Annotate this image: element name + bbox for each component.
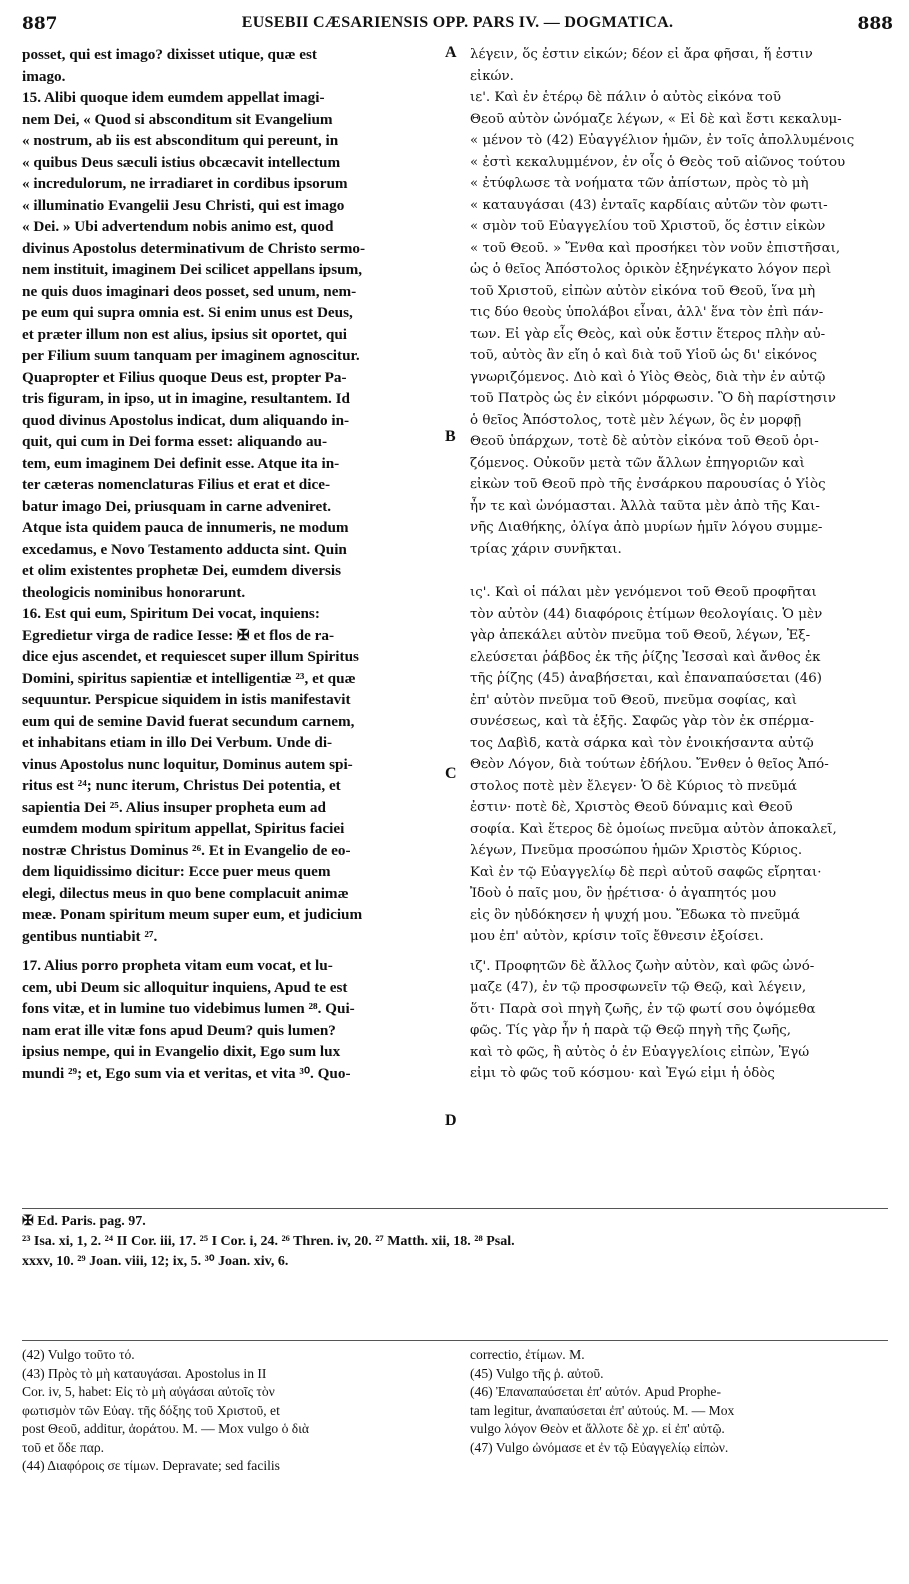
latin-text-line: batur imago Dei, priusquam in carne adveniret. [22, 497, 332, 515]
greek-column [470, 44, 890, 1085]
scripture-references [22, 1212, 892, 1272]
greek-text-line: ιε'. Καὶ ἐν ἑτέρῳ δὲ πάλιν ὁ αὐτὸς εἰκόνα τοῦ [470, 90, 781, 105]
latin-text-line: nostræ Christus Dominus ²⁶. Et in Evangelio de eo- [22, 841, 351, 859]
greek-text-line: καὶ τὸ φῶς, ἢ αὐτὸς ὁ ἐν Εὐαγγελίοις εἰπὼν, Ἐγώ [470, 1044, 810, 1060]
greek-text-line: μαζε (47), ἐν τῷ προσφωνεῖν τῷ Θεῷ, καὶ λέγειν, [470, 980, 807, 995]
greek-text-line: Θεοῦ ὑπάρχων, τοτὲ δὲ αὐτὸν εἰκόνα τοῦ Θεοῦ ὁρι- [470, 434, 819, 449]
latin-text-line: theologicis nominibus honorarunt. [22, 583, 246, 601]
latin-text-line: dice ejus ascendet, et requiescet super illum Spiritus [22, 648, 359, 665]
greek-text-line: « σμὸν τοῦ Εὐαγγελίου τοῦ Χριστοῦ, ὅς ἐστιν εἰκὼν [470, 219, 826, 234]
latin-text-line: sapientia Dei ²⁵. Alius insuper propheta eum ad [22, 798, 326, 816]
greek-text-line: σοφία. Καὶ ἕτερος δὲ ὁμοίως πνεῦμα αὐτὸν ἀποκαλεῖ, [470, 821, 837, 837]
greek-text-line: νῆς Διαθήκης, ὀλίγα ἀπὸ μυρίων ἡμῖν λόγου συμμε- [470, 520, 823, 535]
greek-text-line: εἰκὼν τοῦ Θεοῦ πρὸ τῆς ἐνσάρκου παρουσίας ὁ Υἱὸς [470, 477, 826, 492]
greek-text-line: ἐπ' αὐτὸν πνεῦμα τοῦ Θεοῦ, πνεῦμα σοφίας, καὶ [470, 692, 798, 708]
greek-text-line: εἰς ὃν ηὐδόκησεν ἡ ψυχή μου. Ἔδωκα τὸ πνεῦμά [470, 907, 800, 923]
latin-text-line: ne quis duos imaginari deos posset, sed unum, nem- [22, 282, 357, 300]
greek-text-line: στολος ποτὲ μὲν ἔλεγεν· Ὁ δὲ Κύριος τὸ πνεῦμά [470, 778, 797, 794]
greek-text-line: ελεύσεται ῥάβδος ἐκ τῆς ῥίζης Ἰεσσαὶ καὶ ἄνθος ἐκ [470, 649, 821, 665]
latin-text-line: quit, qui cum in Dei forma esset: aliquando au- [22, 433, 328, 450]
page-header [22, 6, 893, 36]
latin-text-line: nem Dei, « Quod si absconditum sit Evangelium [22, 110, 333, 128]
notes-left-column [22, 1346, 442, 1476]
greek-text-line: Θεὸν Λόγον, διὰ τούτων ἐδήλου. Ἔνθεν ὁ θεῖος Ἀπό- [470, 757, 829, 772]
greek-text-line: συνέσεως, καὶ τὰ ἑξῆς. Σαφῶς γὰρ τὸν ἐκ σπέρμα- [470, 714, 815, 729]
greek-text-line: τὸν αὐτὸν (44) διαφόροις ἐτίμων θεολογίαις. Ὁ μὲν [470, 606, 823, 622]
latin-text-line: Egredietur virga de radice Iesse: ✠ et flos de ra- [22, 626, 335, 644]
latin-text-line: gentibus nuntiabit ²⁷. [22, 927, 158, 945]
note-line: φωτισμὸν τῶν Εὐαγ. τῆς δόξης τοῦ Χριστοῦ, et [22, 1402, 280, 1418]
greek-text-line: ζόμενος. Οὐκοῦν μετὰ τῶν ἄλλων ἐπηγοριῶν καὶ [470, 455, 805, 471]
greek-text-line: ιζ'. Προφητῶν δὲ ἄλλος ζωὴν αὐτὸν, καὶ φῶς ὠνό- [470, 958, 815, 974]
latin-text-line: imago. [22, 67, 66, 85]
left-page-number: 887 [22, 14, 58, 34]
greek-text-line: μου ἐπ' αὐτὸν, κρίσιν τοῖς ἔθνεσιν ἐξοίσει. [470, 929, 764, 944]
latin-text-line: sequuntur. Perspicue siquidem in istis manifestavit [22, 691, 351, 708]
greek-text-line: ις'. Καὶ οἱ πάλαι μὲν γενόμενοι τοῦ Θεοῦ προφῆται [470, 585, 817, 600]
latin-text-line: ipsius nempe, qui in Evangelio dixit, Ego sum lux [22, 1043, 341, 1060]
latin-text-line: nam erat ille vitæ fons apud Deum? quis lumen? [22, 1021, 336, 1039]
latin-text-line: tem, eum imaginem Dei definit esse. Atque ita in- [22, 454, 340, 472]
greek-text-line: γὰρ ἀπεκάλει αὐτὸν πνεῦμα τοῦ Θεοῦ, λέγων, Ἐξ- [470, 628, 811, 643]
note-line: correctio, ἐτίμων. M. [470, 1347, 585, 1362]
greek-text-line: γνωριζόμενος. Διὸ καὶ ὁ Υἱὸς Θεὸς, διὰ τὴν ἐν αὐτῷ [470, 369, 826, 385]
reference-line: xxxv, 10. ²⁹ Joan. viii, 12; ix, 5. ³⁰ Joan. xiv, 6. [22, 1254, 289, 1269]
greek-text-line: τοῦ Χριστοῦ, εἰπὼν αὐτὸν εἰκόνα τοῦ Θεοῦ, ἵνα μὴ [470, 283, 816, 299]
greek-text-line: ὅτι· Παρὰ σοὶ πηγὴ ζωῆς, ἐν τῷ φωτί σου ὀψόμεθα [470, 1001, 816, 1017]
latin-text-line: et inhabitans etiam in illo Dei Verbum. Unde di- [22, 734, 333, 751]
greek-text-line: φῶς. Τίς γὰρ ἦν ἡ παρὰ τῷ Θεῷ πηγὴ τῆς ζωῆς, [470, 1023, 792, 1038]
greek-text-line: τῆς ῥίζης (45) ἀναβήσεται, καὶ ἐπαναπαύσεται (46) [470, 671, 823, 686]
latin-text-line: Domini, spiritus sapientiæ et intelligentiæ ²³, et quæ [22, 669, 356, 687]
latin-text-line: « illuminatio Evangelii Jesu Christi, qui est imago [22, 196, 345, 214]
greek-text-line: εἰμι τὸ φῶς τοῦ κόσμου· καὶ Ἐγώ εἰμι ἡ ὁδὸς [470, 1066, 775, 1081]
note-line: (43) Πρὸς τὸ μὴ καταυγάσαι. Apostolus in II [22, 1365, 267, 1381]
latin-text-line: 17. Alius porro propheta vitam eum vocat, et lu- [22, 957, 333, 974]
note-line: post Θεοῦ, additur, ἀοράτου. M. — Mox vulgo ὁ διὰ [22, 1421, 309, 1436]
latin-text-line: ter cæteras nomenclaturas Filius et erat et dice- [22, 476, 331, 493]
notes-right-column [470, 1346, 890, 1457]
margin-marker-c: C [445, 765, 457, 782]
greek-text-line: τρίας χάριν συνῆκται. [470, 541, 622, 557]
greek-text-line: των. Εἰ γὰρ εἷς Θεὸς, καὶ οὐκ ἔστιν ἕτερος πλὴν αὐ- [470, 326, 826, 342]
greek-text-line: Ἰδοὺ ὁ παῖς μου, ὃν ᾑρέτισα· ὁ ἀγαπητός μου [470, 886, 777, 901]
greek-text-line: ἦν τε καὶ ὠνόμασται. Ἀλλὰ ταῦτα μὲν ἀπὸ τῆς Και- [470, 498, 820, 514]
latin-text-line: « Dei. » Ubi advertendum nobis animo est, quod [22, 218, 334, 235]
note-line: tam legitur, ἀναπαύσεται ἐπ' αὐτούς. M. — Mox [470, 1402, 735, 1418]
footnote-rule [22, 1208, 888, 1209]
latin-text-line: pe eum qui supra omnia est. Si enim unus est Deus, [22, 304, 353, 321]
note-line: (44) Διαφόροις σε τίμων. Depravate; sed facilis [22, 1458, 280, 1473]
notes-rule [22, 1340, 888, 1341]
greek-text-line: τοῦ, αὐτὸς ἂν εἴη ὁ καὶ διὰ τοῦ Υἱοῦ ὡς δι' εἰκόνος [470, 348, 817, 363]
latin-text-line: fons vitæ, et in lumine tuo videbimus lumen ²⁸. Qui- [22, 1000, 355, 1017]
greek-text-line: ὁ θεῖος Ἀπόστολος, τοτὲ μὲν λέγων, ὃς ἐν μορφῇ [470, 412, 802, 428]
latin-text-line: tris figuram, in ipso, ut in imagine, resultantem. Id [22, 390, 350, 407]
latin-text-line: vinus Apostolus nunc loquitur, Dominus autem spi- [22, 755, 353, 773]
greek-text-line: « ἐτύφλωσε τὰ νοήματα τῶν ἀπίστων, πρὸς τὸ μὴ [470, 176, 809, 191]
note-line: vulgo λόγον Θεὸν et ἄλλοτε δὲ χρ. εἰ ἐπ' αὐτῷ. [470, 1421, 725, 1436]
latin-text-line: posset, qui est imago? dixisset utique, quæ est [22, 46, 317, 63]
latin-column [22, 44, 442, 1084]
latin-text-line: Atque ista quidem pauca de innumeris, ne modum [22, 519, 349, 536]
latin-text-line: 15. Alibi quoque idem eumdem appellat imagi- [22, 89, 325, 106]
greek-text-line: « μένον τὸ (42) Εὐαγγέλιον ἡμῶν, ἐν τοῖς ἀπολλυμένοις [470, 133, 855, 148]
note-line: (47) Vulgo ὠνόμασε et ἐν τῷ Εὐαγγελίῳ εἰπὼν. [470, 1439, 729, 1455]
greek-text-line: ἐστιν· ποτὲ δὲ, Χριστὸς Θεοῦ δύναμις καὶ Θεοῦ [470, 800, 793, 815]
greek-text-line: « ἐστὶ κεκαλυμμένον, ἐν οἷς ὁ Θεὸς τοῦ αἰῶνος τούτου [470, 154, 846, 170]
greek-text-line: « τοῦ Θεοῦ. » Ἔνθα καὶ προσήκει τὸν νοῦν ἐπιστῆσαι, [470, 240, 841, 256]
margin-marker-d: D [445, 1112, 457, 1129]
margin-marker-b: B [445, 428, 456, 445]
greek-text-line: ὡς ὁ θεῖος Ἀπόστολος ὁρικὸν ἐξηνέγκατο λόγον περὶ [470, 262, 832, 277]
latin-text-line: « quibus Deus sæculi istius obcæcavit intellectum [22, 153, 341, 171]
greek-text-line: Θεοῦ αὐτὸν ὠνόμαζε λέγων, « Εἰ δὲ καὶ ἔστι κεκαλυμ- [470, 111, 842, 127]
running-title: EUSEBII CÆSARIENSIS OPP. PARS IV. — DOGMATICA. [241, 14, 674, 31]
greek-text-line: λέγειν, ὅς ἐστιν εἰκών; δέον εἰ ἄρα φῆσαι, ἥ ἐστιν [470, 47, 813, 62]
greek-text-line: τις δύο θεοὺς ὑπολάβοι εἶναι, ἀλλ' ἕνα τὸν ἐπὶ πάν- [470, 305, 824, 320]
latin-text-line: elegi, dilectus meus in quo bene complacuit animæ [22, 884, 349, 902]
reference-line: ✠ Ed. Paris. pag. 97. [22, 1214, 146, 1229]
latin-text-line: et olim existentes prophetæ Dei, eumdem diversis [22, 562, 342, 579]
latin-text-line: nem instituit, imaginem Dei scilicet appellans ipsum, [22, 261, 363, 278]
latin-text-line: cem, ubi Deum sic alloquitur inquiens, Apud te est [22, 978, 348, 996]
note-line: (46) Ἐπαναπαύσεται ἐπ' αὐτόν. Apud Prophe- [470, 1384, 721, 1399]
latin-text-line: eum qui de semine David fuerat secundum carnem, [22, 712, 355, 730]
note-line: Cor. iv, 5, habet: Εἰς τὸ μὴ αὐγάσαι αὐτοῖς τὸν [22, 1384, 275, 1399]
greek-text-line: « καταυγάσαι (43) ἐνταῖς καρδίαις αὐτῶν τὸν φωτι- [470, 197, 828, 213]
latin-text-line: Quapropter et Filius quoque Deus est, propter Pa- [22, 368, 347, 386]
note-line: τοῦ et ὅδε παρ. [22, 1439, 105, 1455]
greek-text-line: τος Δαβὶδ, κατὰ σάρκα καὶ τὸν ἐνοικήσαντα αὐτῷ [470, 735, 814, 751]
right-page-number: 888 [857, 14, 893, 34]
reference-line: ²³ Isa. xi, 1, 2. ²⁴ II Cor. iii, 17. ²⁵ I Cor. i, 24. ²⁶ Thren. iv, 20. ²⁷ Matth. xii, 18. ²⁸ Psal. [22, 1234, 515, 1249]
latin-text-line: per Filium suum tanquam per imaginem agnoscitur. [22, 347, 360, 364]
latin-text-line: 16. Est qui eum, Spiritum Dei vocat, inquiens: [22, 605, 320, 622]
greek-text-line: τοῦ Πατρὸς ὡς ἐν εἰκόνι μόρφωσιν. Ὃ δὴ παρίστησιν [470, 391, 836, 406]
greek-text-line: λέγων, Πνεῦμα προσώπου ἡμῶν Χριστὸς Κύριος. [470, 843, 803, 858]
latin-text-line: dem liquidissimo dicitur: Ecce puer meus quem [22, 863, 331, 880]
latin-text-line: eumdem modum spiritum appellat, Spiritus faciei [22, 820, 345, 837]
note-line: (45) Vulgo τῆς ῥ. αὐτοῦ. [470, 1365, 604, 1381]
latin-text-line: « incredulorum, ne irradiaret in cordibus ipsorum [22, 175, 348, 192]
latin-text-line: quod divinus Apostolus indicat, dum aliquando in- [22, 411, 350, 429]
latin-text-line: meæ. Ponam spiritum meum super eum, et judicium [22, 906, 363, 923]
latin-text-line: mundi ²⁹; et, Ego sum via et veritas, et vita ³⁰. Quo- [22, 1064, 351, 1082]
margin-marker-a: A [445, 44, 457, 61]
latin-text-line: « nostrum, ab iis est absconditum qui pereunt, in [22, 132, 339, 149]
latin-text-line: divinus Apostolus determinativum de Christo sermo- [22, 239, 366, 257]
latin-text-line: excedamus, e Novo Testamento adducta sint. Quin [22, 540, 347, 558]
latin-text-line: ritus est ²⁴; nunc iterum, Christus Dei potentia, et [22, 777, 341, 794]
greek-text-line: εἰκών. [470, 68, 514, 84]
latin-text-line: et præter illum non est alius, ipsius sit oportet, qui [22, 325, 348, 343]
note-line: (42) Vulgo τοῦτο τό. [22, 1347, 135, 1362]
greek-text-line: Καὶ ἐν τῷ Εὐαγγελίῳ δὲ περὶ αὐτοῦ σαφῶς εἴρηται· [470, 864, 822, 880]
